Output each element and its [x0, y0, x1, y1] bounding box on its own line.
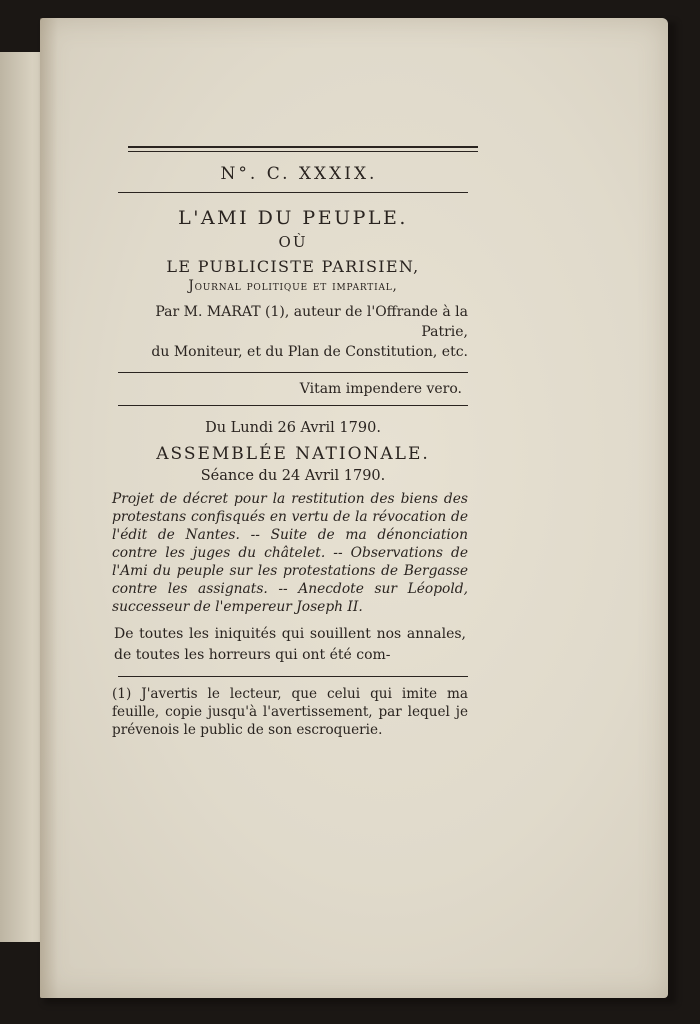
motto: Vitam impendere vero.: [299, 381, 462, 397]
document-page: [40, 18, 668, 998]
body-paragraph: De toutes les iniquités qui souillent nos annales, de toutes les horreurs qui ont été com-: [114, 626, 466, 663]
author-line-1: Par M. MARAT (1), auteur de l'Offrande à la Patrie,: [155, 304, 468, 340]
page-content: [112, 146, 468, 739]
session-date: Séance du 24 Avril 1790.: [200, 468, 386, 484]
newspaper-subtitle: LE PUBLICISTE PARISIEN,: [166, 257, 420, 276]
title-connector: OÙ: [278, 233, 308, 251]
issue-number: N°. C. XXXIX.: [220, 164, 378, 184]
rule-before-motto: [118, 372, 468, 373]
newspaper-title: L'AMI DU PEUPLE.: [178, 207, 408, 229]
footnote-rule: [118, 676, 468, 677]
footnote: (1) J'avertis le lecteur, que celui qui imite ma feuille, copie jusqu'à l'avertissement, par lequel je prévenois le public de son escroquerie.: [112, 686, 468, 738]
rule-after-issue: [118, 192, 468, 193]
issue-date: Du Lundi 26 Avril 1790.: [205, 420, 381, 436]
rule-after-motto: [118, 405, 468, 406]
top-double-rule: [128, 146, 478, 152]
journal-description: Journal politique et impartial,: [188, 278, 398, 294]
author-line-2: du Moniteur, et du Plan de Constitution, etc.: [151, 344, 468, 360]
author-block: [118, 302, 468, 362]
section-title: ASSEMBLÉE NATIONALE.: [156, 444, 430, 464]
summary-paragraph: Projet de décret pour la restitution des biens des protestans confisqués en vertu de la révocation de l'édit de Nantes. -- Suite de ma dénonciation contre les juges du châtelet. -- Observations de l'Ami du peuple sur les protestations de Bergasse contre les assignats. -- Anecdote sur Léopold, successeur de l'empereur Joseph II.: [112, 491, 468, 615]
